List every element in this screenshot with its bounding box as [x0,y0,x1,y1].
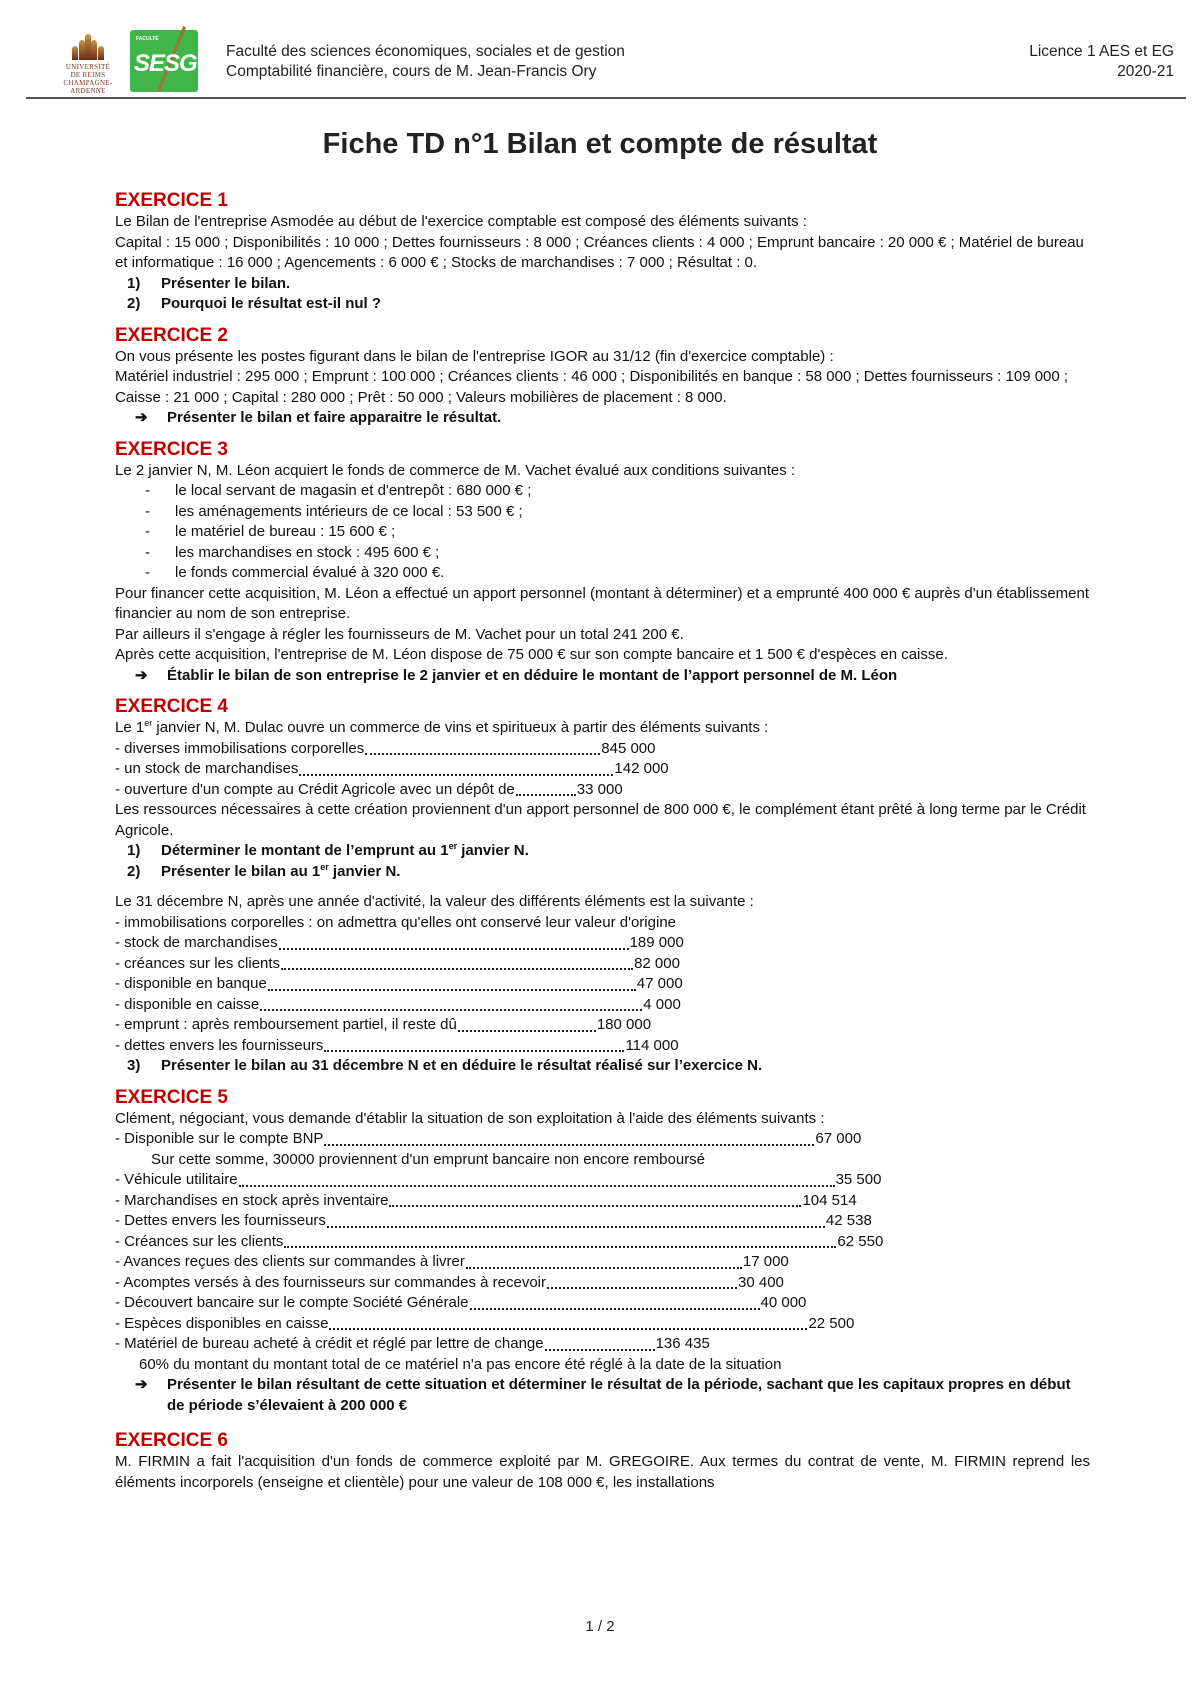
exercise-4-paragraph: - immobilisations corporelles : on admettra qu'elles ont conservé leur valeur d'origine [115,913,676,931]
university-emblem-icon [68,34,108,60]
sesg-logo-text: SESG [134,50,197,77]
exercise-1-question: 1) Présenter le bilan. [127,274,291,292]
list-item: - les aménagements intérieurs de ce local : 53 500 € ; [145,502,523,520]
university-logo-line: UNIVERSITÉ [65,63,111,71]
page-header [26,30,1178,98]
exercise-4-question: 3) Présenter le bilan au 31 décembre N et en déduire le résultat réalisé sur l’exercice N. [127,1057,763,1074]
exercise-5-note: Sur cette somme, 30000 proviennent d'un emprunt bancaire non encore remboursé [151,1150,706,1168]
exercise-3-paragraph: Pour financer cette acquisition, M. Léon a effectué un apport personnel (montant à déterminer) et a emprunté 400 000 € auprès d'un établissement financier au nom de son entreprise. [115,584,1090,622]
exercise-5-intro: Clément, négociant, vous demande d'établir la situation de son exploitation à l'aide des éléments suivants : [115,1109,825,1127]
university-logo-line: CHAMPAGNE-ARDENNE [63,79,113,95]
exercise-2-body: Matériel industriel : 295 000 ; Emprunt : 100 000 ; Créances clients : 46 000 ; Disponibilités en banque : 58 000 ; Dettes fournisseurs : 109 000 ; Caisse : 21 000 ; Capital : 280 000 ; Prêt : 50 000 ; Valeurs mobilières de placement : 8 000. [115,368,1069,406]
leader-line-item: - Avances reçues des clients sur commandes à livrer 17 000 [115,1253,789,1270]
document-body [115,190,1090,1493]
leader-line-item: - Espèces disponibles en caisse 22 500 [115,1314,855,1332]
exercise-4-intro: Le 1er janvier N, M. Dulac ouvre un commerce de vins et spiritueux à partir des éléments suivants : [115,718,769,736]
faculty-name: Faculté des sciences économiques, sociales et de gestion [226,43,625,60]
list-item: - le local servant de magasin et d'entrepôt : 680 000 € ; [145,482,532,499]
exercise-2-title: EXERCICE 2 [115,324,228,346]
exercise-3-title: EXERCICE 3 [115,438,228,460]
list-item: - le matériel de bureau : 15 600 € ; [145,523,396,540]
exercise-1-intro: Le Bilan de l'entreprise Asmodée au début de l'exercice comptable est composé des éléments suivants : [115,213,807,230]
academic-year: 2020-21 [1117,63,1174,80]
exercise-4-paragraph: Les ressources nécessaires à cette création proviennent d'un apport personnel de 800 000 €, le complément étant prêté à long terme par le Crédit Agricole. [115,801,1086,839]
leader-line-item: - Acomptes versés à des fournisseurs sur commandes à recevoir 30 400 [115,1273,784,1291]
exercise-3-intro: Le 2 janvier N, M. Léon acquiert le fonds de commerce de M. Vachet évalué aux conditions suivantes : [115,461,796,479]
exercise-4-question: 2) Présenter le bilan au 1er janvier N. [127,861,401,880]
exercise-1-body: Capital : 15 000 ; Disponibilités : 10 000 ; Dettes fournisseurs : 8 000 ; Créances clients : 4 000 ; Emprunt bancaire : 20 000 € ; Matériel de bureau et informatique : 16 000 ; Agencements : 6 000 € ; Stocks de marchandises : 7 000 ; Résultat : 0. [115,233,1084,271]
exercise-1-question: 2) Pourquoi le résultat est-il nul ? [127,295,382,312]
leader-line-item: - disponible en caisse 4 000 [115,995,681,1013]
list-item: - le fonds commercial évalué à 320 000 €. [145,564,445,581]
leader-line-item: - diverses immobilisations corporelles 845 000 [115,739,656,757]
leader-line-item: - un stock de marchandises 142 000 [115,760,669,777]
page-title: Fiche TD n°1 Bilan et compte de résultat [322,128,878,160]
leader-line-item: - ouverture d'un compte au Crédit Agricole avec un dépôt de 33 000 [115,780,623,798]
exercise-5-note: 60% du montant du montant total de ce matériel n'a pas encore été réglé à la date de la situation [139,1355,782,1373]
leader-line-item: - stock de marchandises 189 000 [115,934,684,951]
exercise-2-task: ➔ Présenter le bilan et faire apparaitre le résultat. [115,408,1090,429]
exercise-5-task: ➔ Présenter le bilan résultant de cette situation et déterminer le résultat de la période, sachant que les capitaux propres en début de période s’élevaient à 200 000 € [115,1375,1090,1416]
leader-line-item: - emprunt : après remboursement partiel, il reste dû 180 000 [115,1016,652,1033]
header-divider [26,97,1186,99]
exercise-4-title: EXERCICE 4 [115,696,228,717]
exercise-1-title: EXERCICE 1 [115,190,228,211]
course-name: Comptabilité financière, cours de M. Jean-Francis Ory [226,63,597,80]
university-logo [50,34,126,94]
leader-line-item: - dettes envers les fournisseurs 114 000 [115,1036,679,1054]
leader-line-item: - Disponible sur le compte BNP 67 000 [115,1130,862,1147]
exercise-4-paragraph: Le 31 décembre N, après une année d'activité, la valeur des différents éléments est la suivante : [115,893,754,910]
leader-line-item: - Véhicule utilitaire 35 500 [115,1171,882,1188]
exercise-3-paragraph: Après cette acquisition, l'entreprise de M. Léon dispose de 75 000 € sur son compte bancaire et 1 500 € d'espèces en caisse. [115,646,948,663]
program-name: Licence 1 AES et EG [1029,43,1174,60]
arrow-right-icon: ➔ [135,1376,148,1393]
exercise-4-question: 1) Déterminer le montant de l’emprunt au 1er janvier N. [127,841,529,859]
exercise-5-title: EXERCICE 5 [115,1086,228,1108]
list-item: - les marchandises en stock : 495 600 € ; [145,543,440,561]
leader-line-item: - Créances sur les clients 62 550 [115,1232,884,1250]
page-number: 1 / 2 [585,1618,615,1635]
exercise-3-list [115,481,1090,584]
leader-line-item: - créances sur les clients 82 000 [115,954,680,972]
exercise-3-paragraph: Par ailleurs il s'engage à régler les fournisseurs de M. Vachet pour un total 241 200 €. [115,625,684,643]
leader-line-item: - Matériel de bureau acheté à crédit et réglé par lettre de change 136 435 [115,1335,710,1352]
leader-line-item: - Marchandises en stock après inventaire 104 514 [115,1191,857,1209]
leader-line-item: - Découvert bancaire sur le compte Société Générale 40 000 [115,1294,807,1311]
arrow-right-icon: ➔ [135,409,148,426]
exercise-6-title: EXERCICE 6 [115,1430,228,1451]
exercise-3-task: ➔ Établir le bilan de son entreprise le 2 janvier et en déduire le montant de l’apport personnel de M. Léon [115,666,1090,687]
leader-line-item: - Dettes envers les fournisseurs 42 538 [115,1212,872,1229]
exercise-2-intro: On vous présente les postes figurant dans le bilan de l'entreprise IGOR au 31/12 (fin d'exercice comptable) : [115,347,834,365]
arrow-right-icon: ➔ [135,666,148,684]
leader-line-item: - disponible en banque 47 000 [115,975,683,992]
sesg-logo-small: FACULTÉ [136,36,159,42]
sesg-logo [130,30,198,92]
university-logo-line: DE REIMS [70,71,106,79]
exercise-6-body: M. FIRMIN a fait l'acquisition d'un fonds de commerce exploité par M. GREGOIRE. Aux termes du contrat de vente, M. FIRMIN reprend les éléments incorporels (enseigne et clientèle) pour une valeur de 108 000 €, les installations [115,1453,1090,1491]
